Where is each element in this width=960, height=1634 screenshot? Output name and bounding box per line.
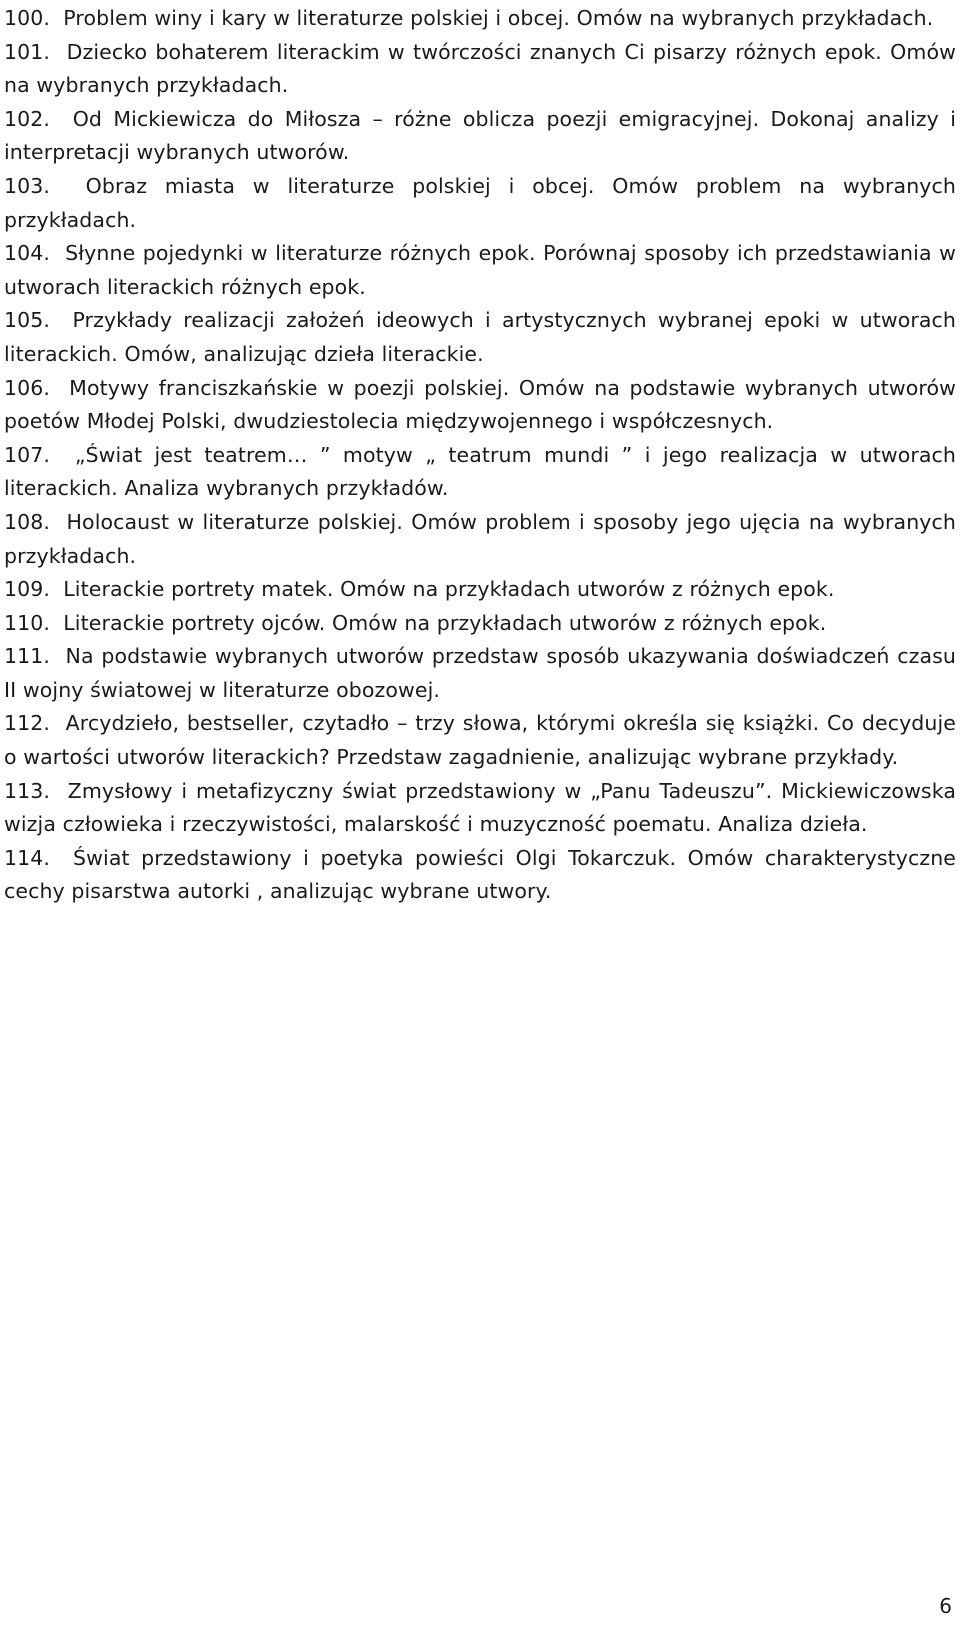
item-number: 112. — [4, 711, 51, 736]
list-item — [4, 439, 956, 506]
list-item — [4, 304, 956, 371]
item-text: Literackie portrety matek. Omów na przykładach utworów z różnych epok. — [63, 577, 835, 602]
item-number: 114. — [4, 845, 51, 870]
item-number: 101. — [4, 39, 51, 64]
item-text: Świat przedstawiony i poetyka powieści Olgi Tokarczuk. Omów charakterystyczne cechy pisarstwa autorki , analizując wybrane utwory. — [4, 845, 957, 904]
item-text: Holocaust w literaturze polskiej. Omów problem i sposoby jego ujęcia na wybranych przykładach. — [4, 509, 957, 568]
list-item — [4, 573, 956, 607]
item-text: Dziecko bohaterem literackim w twórczości znanych Ci pisarzy różnych epok. Omów na wybranych przykładach. — [4, 39, 956, 98]
list-item — [4, 707, 956, 774]
item-number: 100. — [4, 6, 51, 30]
item-text: Od Mickiewicza do Miłosza – różne oblicza poezji emigracyjnej. Dokonaj analizy i interpretacji wybranych utworów. — [4, 106, 956, 165]
item-text: Słynne pojedynki w literaturze różnych epok. Porównaj sposoby ich przedstawiania w utworach literackich różnych epok. — [4, 241, 956, 299]
item-text: Na podstawie wybranych utworów przedstaw sposób ukazywania doświadczeń czasu II wojny światowej w literaturze obozowej. — [4, 644, 957, 702]
item-number: 102. — [4, 106, 51, 131]
list-item — [4, 237, 956, 304]
item-text: Arcydzieło, bestseller, czytadło – trzy słowa, którymi określa się książki. Co decyduje o wartości utworów literackich? Przedstaw zagadnienie, analizując wybrane przykłady. — [4, 711, 957, 770]
page-number: 6 — [939, 1594, 952, 1618]
item-number: 107. — [4, 442, 51, 467]
item-text: Problem winy i kary w literaturze polskiej i obcej. Omów na wybranych przykładach. — [63, 6, 934, 30]
list-item — [4, 640, 956, 707]
item-number: 108. — [4, 509, 51, 534]
list-item — [4, 607, 956, 641]
item-text: Motywy franciszkańskie w poezji polskiej. Omów na podstawie wybranych utworów poetów Młodej Polski, dwudziestolecia międzywojennego i współczesnych. — [4, 375, 956, 434]
item-number: 113. — [4, 778, 51, 803]
item-number: 105. — [4, 308, 51, 333]
item-number: 111. — [4, 644, 51, 669]
item-text: Obraz miasta w literaturze polskiej i obcej. Omów problem na wybranych przykładach. — [4, 173, 957, 232]
item-number: 106. — [4, 375, 51, 400]
list-item — [4, 2, 956, 36]
item-text: Zmysłowy i metafizyczny świat przedstawiony w „Panu Tadeuszu”. Mickiewiczowska wizja człowieka i rzeczywistości, malarskość i muzyczność poematu. Analiza dzieła. — [4, 778, 956, 837]
list-item — [4, 103, 956, 170]
item-number: 104. — [4, 241, 51, 266]
item-text: „Świat jest teatrem… ” motyw „ teatrum mundi ” i jego realizacja w utworach literackich. Analiza wybranych przykładów. — [4, 442, 957, 501]
list-item — [4, 36, 956, 103]
list-item — [4, 842, 956, 909]
item-number: 103. — [4, 173, 51, 198]
list-item — [4, 506, 956, 573]
list-item — [4, 170, 956, 237]
topic-list — [4, 2, 956, 909]
item-text: Literackie portrety ojców. Omów na przykładach utworów z różnych epok. — [63, 610, 827, 635]
list-item — [4, 775, 956, 842]
item-number: 109. — [4, 577, 51, 602]
list-item — [4, 372, 956, 439]
item-text: Przykłady realizacji założeń ideowych i artystycznych wybranej epoki w utworach literackich. Omów, analizując dzieła literackie. — [4, 308, 956, 366]
item-number: 110. — [4, 610, 51, 635]
